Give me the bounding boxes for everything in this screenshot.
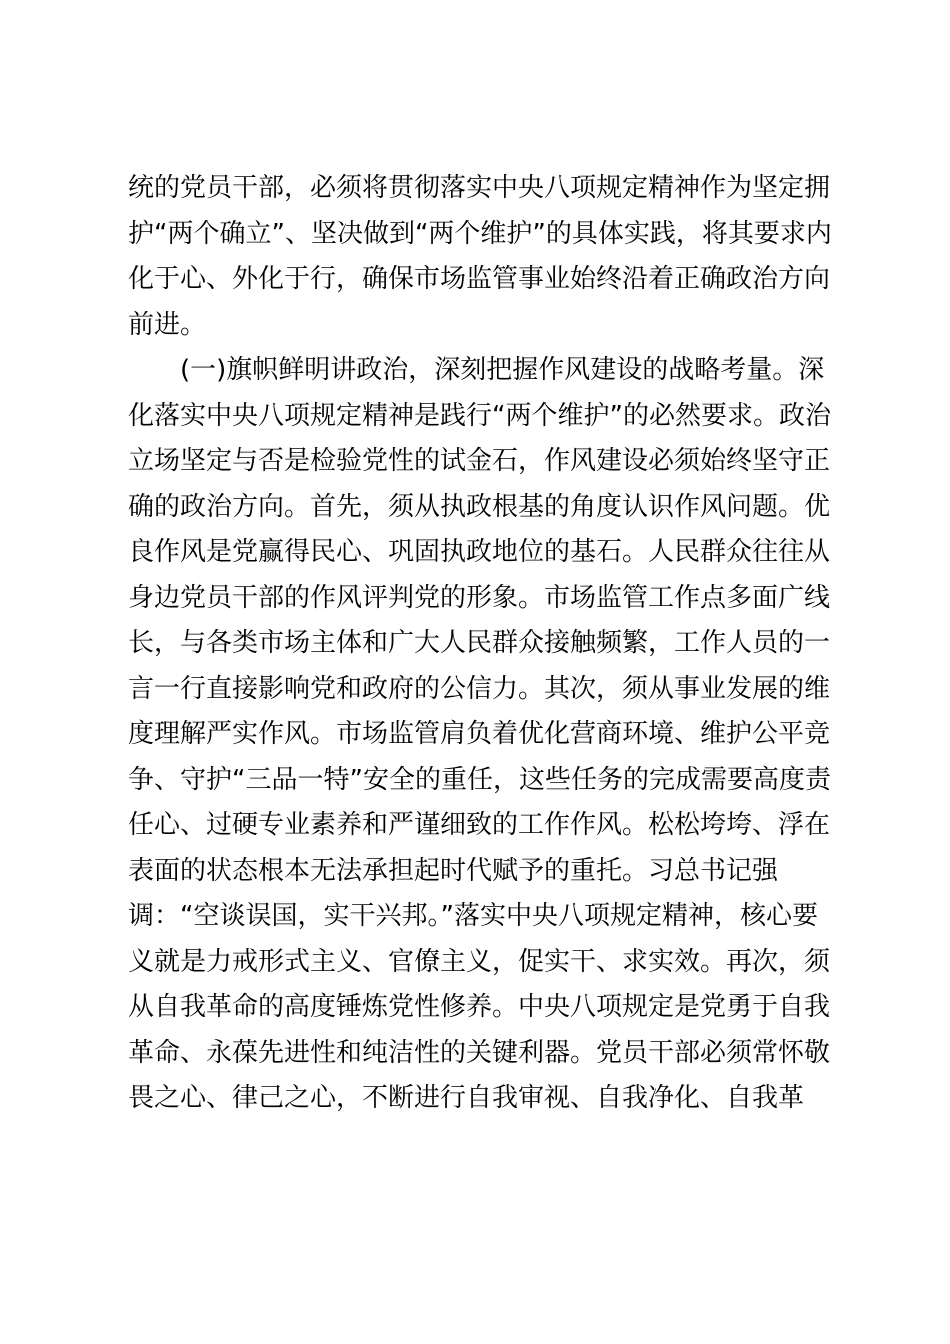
section-heading-line: (一)旗帜鲜明讲政治，深刻把握作风建设的战略考量。深: [180, 355, 825, 385]
text-line: 确的政治方向。首先，须从执政根基的角度认识作风问题。优: [128, 491, 831, 522]
text-line: 表面的状态根本无法承担起时代赋予的重托。习总书记强: [128, 855, 779, 886]
text-line: 畏之心、律己之心，不断进行自我审视、自我净化、自我革: [128, 1083, 805, 1113]
text-line: 长，与各类市场主体和广大人民群众接触频繁，工作人员的一: [128, 628, 831, 658]
text-line: 度理解严实作风。市场监管肩负着优化营商环境、维护公平竞: [128, 719, 831, 749]
text-line: 调：“空谈误国，实干兴邦。”落实中央八项规定精神，核心要: [128, 901, 818, 931]
text-line: 从自我革命的高度锤炼党性修养。中央八项规定是党勇于自我: [128, 992, 831, 1022]
text-line: 任心、过硬专业素养和严谨细致的工作作风。松松垮垮、浮在: [128, 810, 831, 840]
text-line: 革命、永葆先进性和纯洁性的关键利器。党员干部必须常怀敬: [128, 1037, 831, 1068]
text-line: 良作风是党赢得民心、巩固执政地位的基石。人民群众往往从: [128, 537, 831, 567]
text-line: 义就是力戒形式主义、官僚主义，促实干、求实效。再次，须: [128, 946, 831, 977]
text-line: 争、守护“三品一特”安全的重任，这些任务的完成需要高度责: [128, 764, 831, 795]
text-line: 护“两个确立”、坚决做到“两个维护”的具体实践，将其要求内: [128, 218, 832, 249]
text-line: 前进。: [128, 309, 207, 340]
text-line: 化于心、外化于行，确保市场监管事业始终沿着正确政治方向: [128, 264, 831, 294]
text-line: 言一行直接影响党和政府的公信力。其次，须从事业发展的维: [128, 673, 831, 704]
text-line: 统的党员干部，必须将贯彻落实中央八项规定精神作为坚定拥: [128, 173, 831, 203]
body-text: [128, 166, 832, 1122]
text-line: 身边党员干部的作风评判党的形象。市场监管工作点多面广线: [128, 582, 831, 613]
text-line: 化落实中央八项规定精神是践行“两个维护”的必然要求。政治: [128, 400, 831, 431]
text-line: 立场坚定与否是检验党性的试金石，作风建设必须始终坚守正: [128, 446, 831, 476]
